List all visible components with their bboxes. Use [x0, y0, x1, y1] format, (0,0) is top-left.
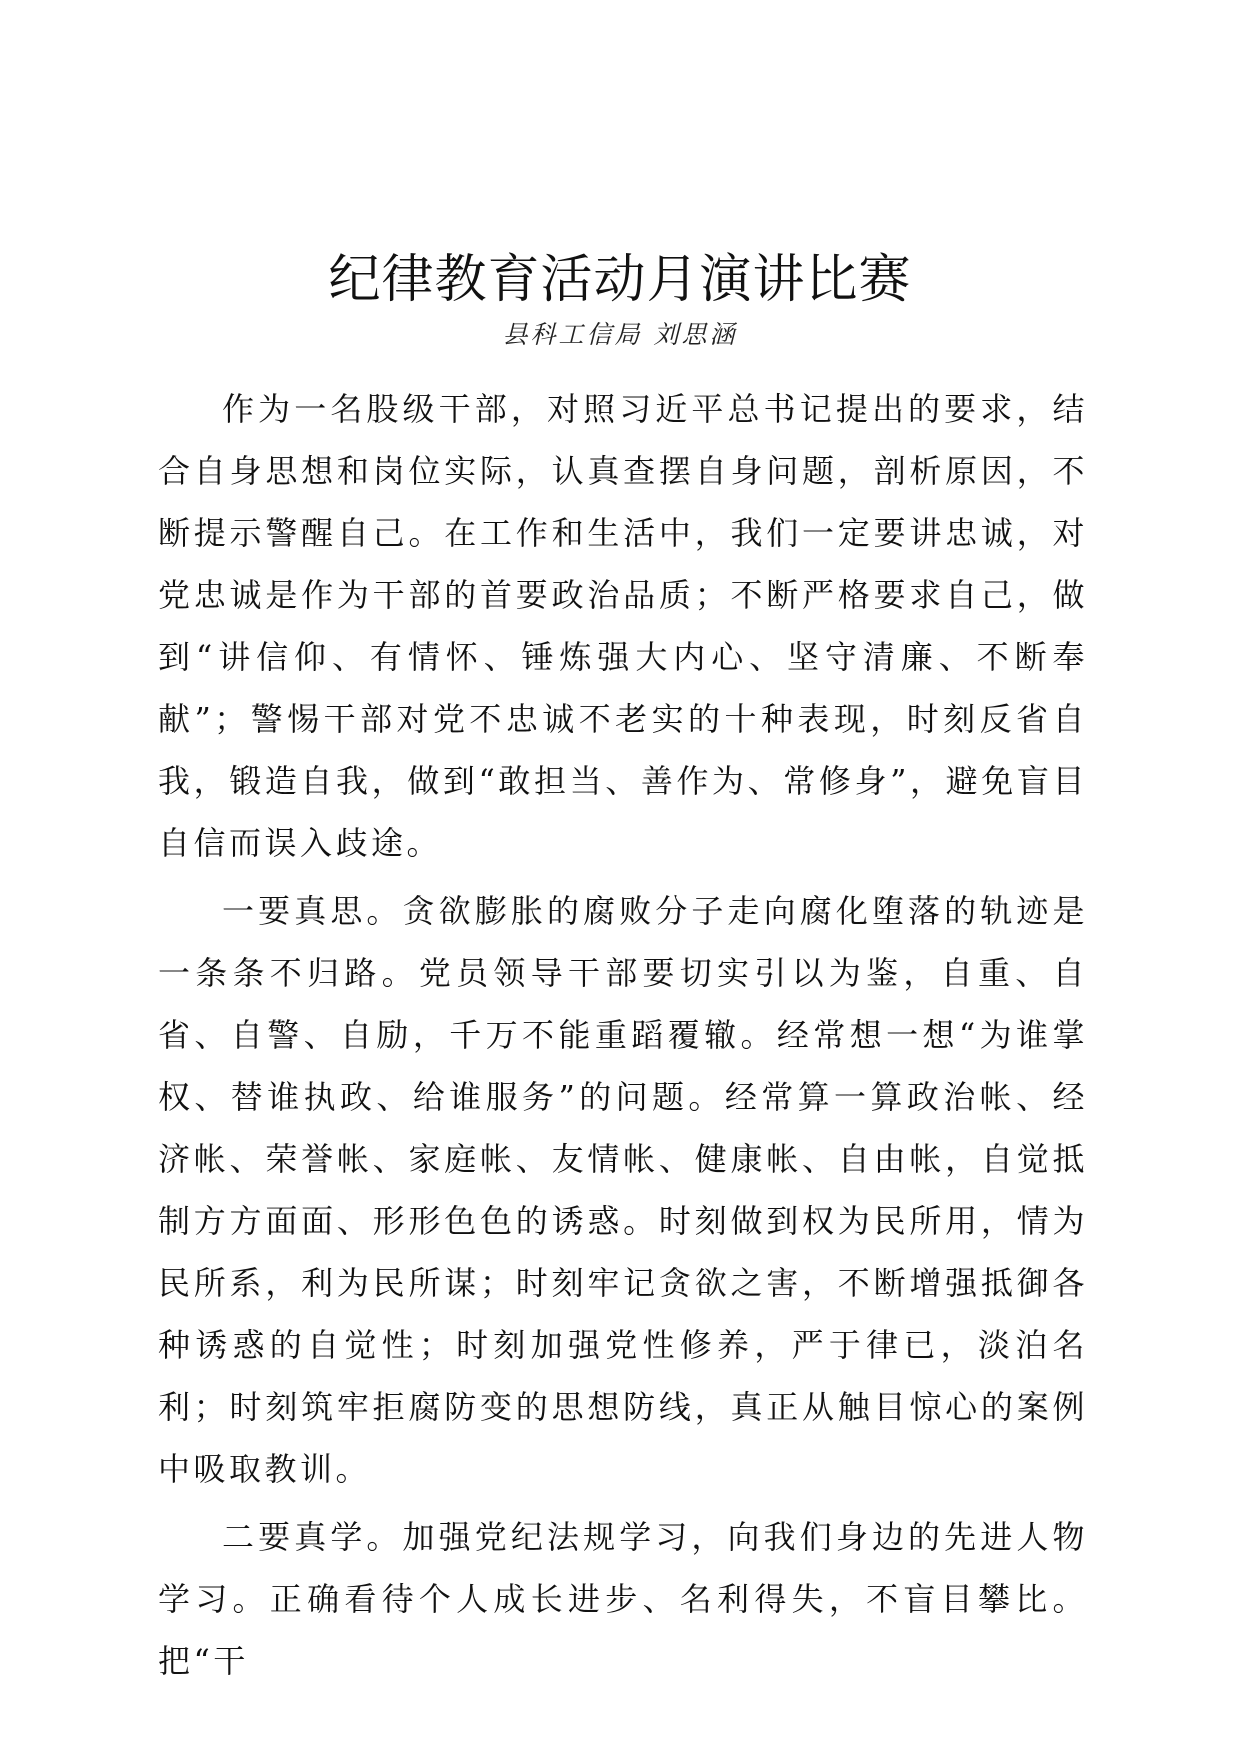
document-title: 纪律教育活动月演讲比赛 [328, 250, 912, 310]
author-line: 县科工信局 刘思涵 [502, 320, 738, 349]
paragraph: 二要真学。加强党纪法规学习，向我们身边的先进人物学习。正确看待个人成长进步、名利得失，不盲目攀比。把“干 [158, 1518, 1088, 1680]
document-body [158, 378, 1088, 1692]
paragraph: 作为一名股级干部，对照习近平总书记提出的要求，结合自身思想和岗位实际，认真查摆自身问题，剖析原因，不断提示警醒自己。在工作和生活中，我们一定要讲忠诚，对党忠诚是作为干部的首要政治品质；不断严格要求自己，做到“讲信仰、有情怀、锤炼强大内心、坚守清廉、不断奉献”；警惕干部对党不忠诚不老实的十种表现，时刻反省自我，锻造自我，做到“敢担当、善作为、常修身”，避免盲目自信而误入歧途。 [158, 390, 1088, 862]
paragraph: 一要真思。贪欲膨胀的腐败分子走向腐化堕落的轨迹是一条条不归路。党员领导干部要切实引以为鉴，自重、自省、自警、自励，千万不能重蹈覆辙。经常想一想“为谁掌权、替谁执政、给谁服务”的问题。经常算一算政治帐、经济帐、荣誉帐、家庭帐、友情帐、健康帐、自由帐，自觉抵制方方面面、形形色色的诱惑。时刻做到权为民所用，情为民所系，利为民所谋；时刻牢记贪欲之害，不断增强抵御各种诱惑的自觉性；时刻加强党性修养，严于律已，淡泊名利；时刻筑牢拒腐防变的思想防线，真正从触目惊心的案例中吸取教训。 [158, 892, 1088, 1488]
